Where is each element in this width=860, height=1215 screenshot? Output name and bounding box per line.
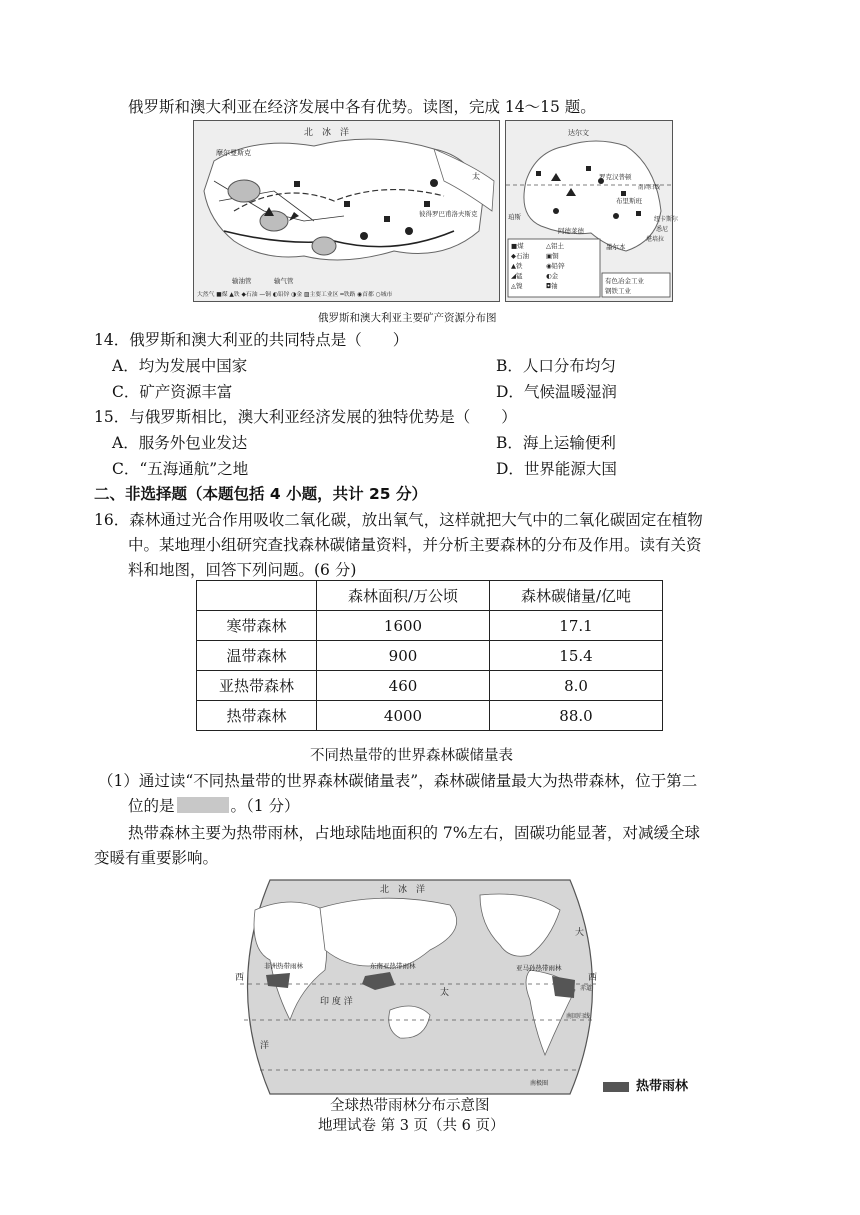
aus-industry-steel: 钢铁工业 xyxy=(605,287,631,295)
aus-legend-3a: ◢锰 xyxy=(511,272,523,280)
map1-caption: 俄罗斯和澳大利亚主要矿产资源分布图 xyxy=(318,312,497,324)
map2-indian-label: 印 度 洋 xyxy=(320,997,353,1007)
rainforest-legend-label: 热带雨林 xyxy=(636,1079,689,1094)
pipeline-label: 输油管 xyxy=(232,277,252,285)
brisbane-label: 布里斯班 xyxy=(616,197,642,205)
table-header-row xyxy=(197,581,663,611)
aus-legend-1b: ▣铜 xyxy=(546,252,559,260)
para-line1: 热带森林主要为热带雨林，占地球陆地面积的 7%左右，固碳功能显著，对减缓全球 xyxy=(128,824,701,842)
map2-da-label: 大 xyxy=(575,928,585,938)
q14-stem: 14．俄罗斯和澳大利亚的共同特点是（ ） xyxy=(94,331,409,349)
map2-sea-label: 东南亚热带雨林 xyxy=(370,962,416,970)
gas-label: 输气管 xyxy=(274,277,294,285)
sub1-prefix: 位的是 xyxy=(128,797,175,815)
darwin-label: 达尔文 xyxy=(568,129,589,137)
map2-tropic-label: 南回归线 xyxy=(566,1013,591,1020)
table-row xyxy=(197,611,663,641)
table-cell: 460 xyxy=(317,671,490,701)
map2-north-label: 北 冰 洋 xyxy=(380,885,426,895)
table-row xyxy=(197,701,663,731)
map2-amazon-label: 亚马孙热带雨林 xyxy=(516,964,562,972)
map2-xi-label: 西 xyxy=(588,973,598,983)
q14-option-b[interactable]: B．人口分布均匀 xyxy=(496,357,616,375)
table-cell: 900 xyxy=(317,641,490,671)
q14-option-a[interactable]: A．均为发展中国家 xyxy=(112,357,248,375)
q15-stem: 15．与俄罗斯相比，澳大利亚经济发展的独特优势是（ ） xyxy=(94,408,517,426)
rainforest-legend-swatch xyxy=(603,1082,629,1092)
canberra-label: 堪培拉 xyxy=(646,236,665,243)
sub1-suffix: 。（1 分） xyxy=(230,797,300,815)
table-header-cell: 森林碳储量/亿吨 xyxy=(490,581,663,611)
map2-equator-label: 赤道 xyxy=(580,985,593,992)
australia-resource-map xyxy=(505,120,679,302)
para-line2: 变暖有重要影响。 xyxy=(94,849,219,867)
map2-antarctic-label: 南极圈 xyxy=(530,1080,549,1087)
table-header-cell xyxy=(197,581,317,611)
aus-legend-0a: ■煤 xyxy=(511,242,524,250)
adelaide-label: 阿德莱德 xyxy=(558,227,584,235)
q16-line1: 16．森林通过光合作用吸收二氧化碳，放出氧气，这样就把大气中的二氧化碳固定在植物 xyxy=(94,511,703,529)
aus-legend-4b: ◘铀 xyxy=(546,282,558,290)
map2-west-left: 西 xyxy=(235,973,245,983)
russia-resource-map xyxy=(193,120,500,302)
carbon-table xyxy=(196,580,663,731)
aus-legend-4a: ◬镍 xyxy=(511,282,523,290)
city-label: 彼得罗巴甫洛夫斯克 xyxy=(419,210,478,218)
q15-option-d[interactable]: D．世界能源大国 xyxy=(496,460,617,478)
table-cell: 寒带森林 xyxy=(197,611,317,641)
q15-option-b[interactable]: B．海上运输便利 xyxy=(496,434,616,452)
table-header-cell: 森林面积/万公顷 xyxy=(317,581,490,611)
q15-option-c[interactable]: C．“五海通航”之地 xyxy=(112,460,249,478)
q14-option-d[interactable]: D．气候温暖湿润 xyxy=(496,383,617,401)
q16-line2: 中。某地理小组研究查找森林碳储量资料，并分析主要森林的分布及作用。读有关资 xyxy=(128,536,702,554)
map2-africa-label: 非洲热带雨林 xyxy=(264,962,303,970)
answer-blank[interactable] xyxy=(177,797,229,813)
aus-industry-metal: 有色冶金工业 xyxy=(605,277,644,285)
rockhampton-label: 罗克汉普顿 xyxy=(599,173,632,181)
sub1-line1: （1）通过读“不同热量带的世界森林碳储量表”，森林碳储量最大为热带森林，位于第二 xyxy=(98,772,698,790)
map2-atlantic-tail: 洋 xyxy=(260,1041,270,1051)
section2-heading: 二、非选择题（本题包括 4 小题，共计 25 分） xyxy=(94,485,427,503)
melbourne-label: 墨尔本 xyxy=(606,243,626,251)
pacific-label: 太 xyxy=(472,172,480,181)
sub1-line2 xyxy=(128,796,300,816)
table-cell: 8.0 xyxy=(490,671,663,701)
aus-legend-2a: ▲铁 xyxy=(511,262,523,270)
russia-ocean-label: 北 冰 洋 xyxy=(304,128,350,138)
table-cell: 亚热带森林 xyxy=(197,671,317,701)
table-cell: 1600 xyxy=(317,611,490,641)
table-cell: 温带森林 xyxy=(197,641,317,671)
sydney-label: 悉尼 xyxy=(656,226,669,233)
table-caption: 不同热量带的世界森林碳储量表 xyxy=(310,748,513,764)
table-cell: 17.1 xyxy=(490,611,663,641)
page-footer: 地理试卷 第 3 页（共 6 页） xyxy=(318,1118,505,1134)
tropic-label: 南回归线 xyxy=(638,185,661,191)
aus-legend-1a: ◆石油 xyxy=(511,252,529,260)
aus-legend-0b: △铝土 xyxy=(546,242,564,250)
table-cell: 88.0 xyxy=(490,701,663,731)
table-cell: 15.4 xyxy=(490,641,663,671)
table-row xyxy=(197,641,663,671)
map2-tai-label: 太 xyxy=(440,988,450,998)
perth-label: 珀斯 xyxy=(508,213,521,221)
aus-legend-2b: ◉铅锌 xyxy=(546,262,565,270)
intro-text: 俄罗斯和澳大利亚在经济发展中各有优势。读图，完成 14～15 题。 xyxy=(128,98,596,116)
table-cell: 热带森林 xyxy=(197,701,317,731)
world-rainforest-map xyxy=(230,880,610,1094)
newcastle-label: 纽卡斯尔 xyxy=(654,216,679,223)
table-row xyxy=(197,671,663,701)
q15-option-a[interactable]: A．服务外包业发达 xyxy=(112,434,248,452)
map2-caption: 全球热带雨林分布示意图 xyxy=(330,1098,490,1114)
q14-option-c[interactable]: C．矿产资源丰富 xyxy=(112,383,233,401)
q16-line3: 料和地图，回答下列问题。(6 分) xyxy=(128,561,357,579)
aus-legend-3b: ◐金 xyxy=(546,272,559,280)
table-cell: 4000 xyxy=(317,701,490,731)
murmansk-label: 摩尔曼斯克 xyxy=(216,149,251,157)
russia-legend: 大然气 ■煤 ▲铁 ◆石油 —铜 ◐铅锌 ◑金 ▨主要工业区 ━铁路 ◉首都 ○城市 xyxy=(197,292,393,298)
